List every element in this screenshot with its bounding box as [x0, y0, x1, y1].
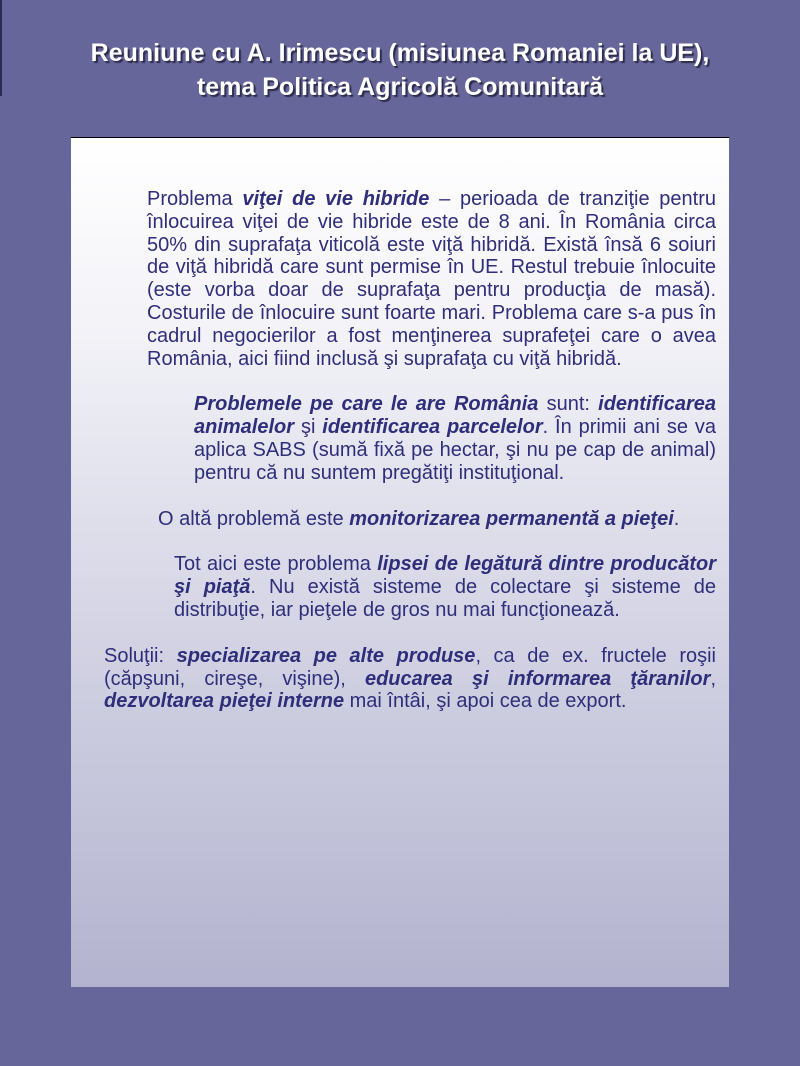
text-span: .: [673, 507, 680, 530]
emphasis-text: dezvoltarea pieţei interne: [104, 690, 345, 713]
text-span: – perioada de tranziţie pentru înlocuirea viţei de vie hibride este de 8 ani. În România circa 50% din suprafaţa viticolă este viţă hibridă. Există însă 6 soiuri de viţă hibridă care sunt permise în UE. Restul trebuie înlocuite (este vorba doar de suprafaţa pentru producţia de masă). Costurile de înlocuire sunt foarte mari. Problema care s-a pus în cadrul negocierilor a fost menţinerea suprafeţei care o avea România, aici fiind inclusă şi suprafaţa cu viţă hibridă.: [147, 188, 717, 370]
paragraph-hybrid-vines: [104, 188, 716, 370]
text-span: mai întâi, şi apoi cea de export.: [344, 690, 627, 713]
text-span: şi: [294, 416, 323, 439]
emphasis-text: identificarea animalelor: [194, 393, 716, 439]
emphasis-text: monitorizarea permanentă a pieţei: [349, 507, 674, 530]
text-span: , ca de ex. fructele roşii (căpşuni, cireşe, vişine),: [104, 644, 716, 690]
emphasis-text: lipsei de legătură dintre producător şi piaţă: [174, 553, 716, 599]
paragraph-solutions: [104, 645, 716, 713]
slide-title: [0, 36, 800, 104]
paragraph-producer-market-link: [104, 553, 716, 621]
body-text: [104, 188, 716, 736]
slide-title-line-2: tema Politica Agricolă Comunitară: [196, 73, 604, 101]
emphasis-text: identificarea parcelelor: [322, 416, 543, 439]
emphasis-text: viţei de vie hibride: [242, 188, 430, 210]
content-panel: [71, 137, 729, 987]
text-span: ,: [710, 667, 716, 690]
emphasis-text: specializarea pe alte produse: [176, 644, 476, 667]
emphasis-text: Problemele pe care le are România: [194, 393, 539, 416]
text-span: O altă problemă este: [158, 507, 350, 530]
text-span: Problema: [147, 188, 243, 210]
slide-title-line-1: Reuniune cu A. Irimescu (misiunea Romaniei la UE),: [90, 39, 710, 67]
emphasis-text: educarea şi informarea ţăranilor: [364, 667, 711, 690]
text-span: . În primii ani se va aplica SABS (sumă fixă pe hectar, şi nu pe cap de animal) pentru că nu suntem pregătiţi instituţional.: [194, 416, 717, 484]
text-span: Soluţii:: [104, 644, 177, 667]
text-span: Tot aici este problema: [174, 553, 378, 576]
text-span: . Nu există sisteme de colectare şi sisteme de distribuţie, iar pieţele de gros nu mai funcţionează.: [174, 576, 716, 621]
text-span: sunt:: [538, 393, 599, 416]
paragraph-market-monitoring: [104, 508, 716, 531]
paragraph-romania-problems: [104, 393, 716, 484]
